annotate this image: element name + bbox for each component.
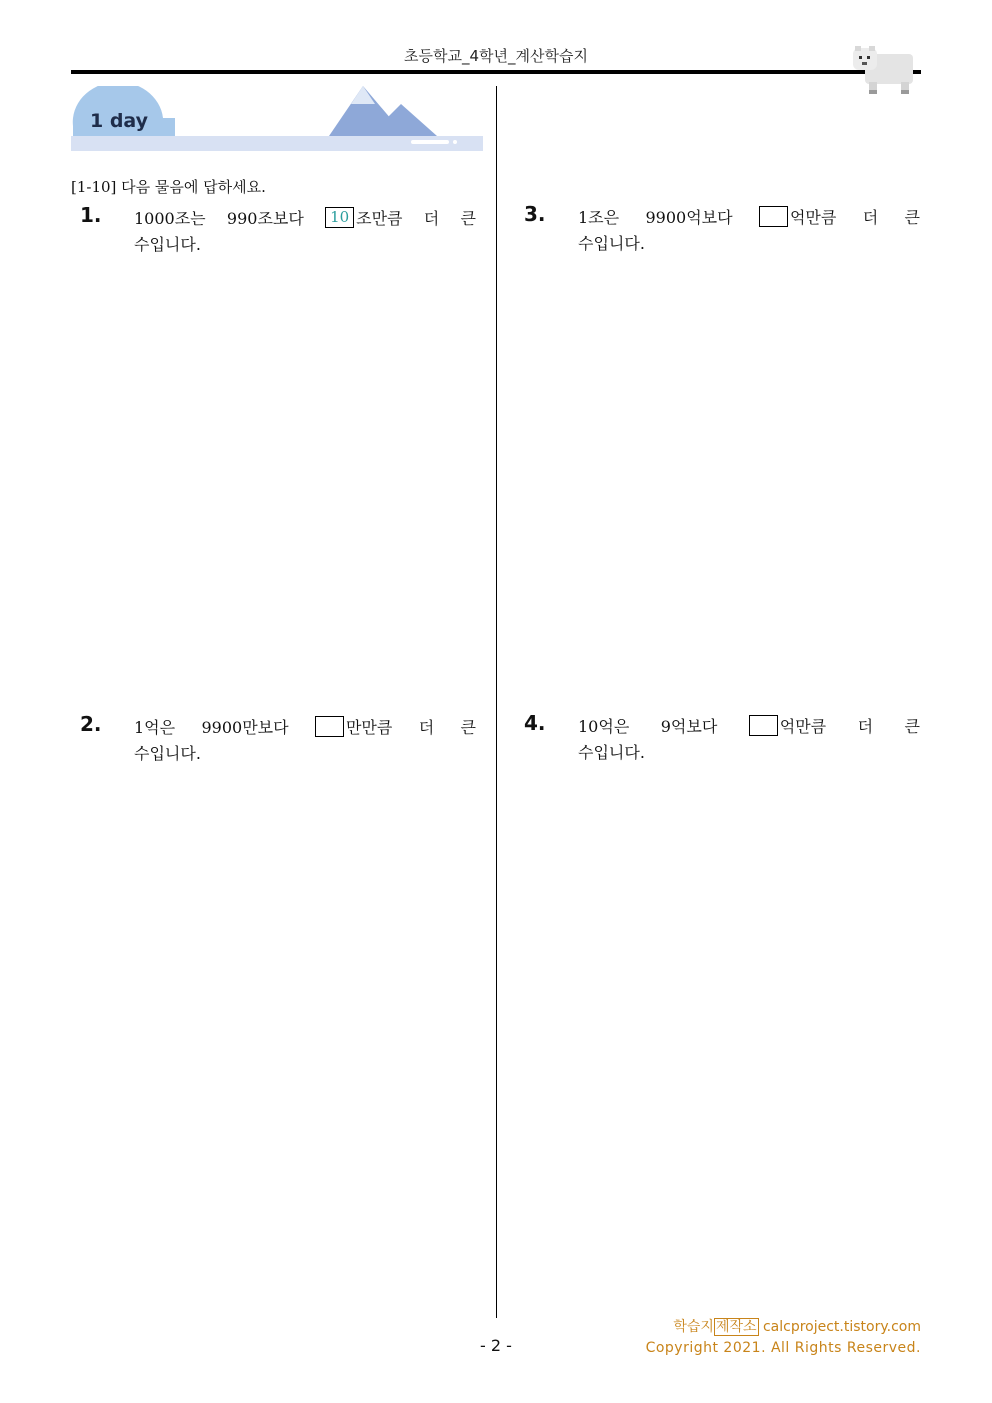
brand-text: 학습지: [673, 1319, 714, 1335]
question-1: [80, 203, 476, 255]
question-text: 10억은: [578, 716, 630, 736]
question-text: 9900만보다: [201, 717, 289, 737]
brand-box-text: 제작소: [715, 1319, 757, 1335]
question-text: 큰: [460, 208, 476, 228]
answer-box[interactable]: [315, 716, 344, 737]
question-number: 1.: [80, 203, 102, 227]
question-text: 큰: [904, 716, 920, 736]
question-text: 큰: [904, 207, 920, 227]
question-text: 9억보다: [660, 716, 718, 736]
question-text: 큰: [460, 717, 476, 737]
header-title: 초등학교_4학년_계산학습지: [404, 47, 588, 65]
answer-box[interactable]: [749, 715, 778, 736]
footer-url[interactable]: calcproject.tistory.com: [758, 1319, 921, 1335]
question-text: 990조보다: [226, 208, 304, 228]
question-text: 수입니다.: [134, 235, 201, 254]
instructions: [1-10] 다음 물음에 답하세요.: [71, 178, 266, 196]
question-number: 3.: [524, 202, 546, 226]
question-text: 1조은: [578, 207, 620, 227]
question-text: 수입니다.: [134, 744, 201, 763]
question-text: 더: [857, 716, 874, 736]
question-text: 더: [862, 207, 879, 227]
answer-box[interactable]: [759, 206, 788, 227]
page-number: - 2 -: [480, 1336, 512, 1355]
question-text: 1000조는: [134, 208, 206, 228]
question-text: 9900억보다: [645, 207, 733, 227]
question-number: 2.: [80, 712, 102, 736]
answer-box[interactable]: 10: [325, 207, 354, 228]
column-divider: [496, 86, 497, 1318]
polar-bear-icon: [851, 44, 917, 96]
question-3: [524, 202, 920, 254]
question-text: 수입니다.: [578, 743, 645, 762]
footer-brand: [673, 1316, 921, 1336]
question-text: 억만큼: [789, 207, 837, 227]
question-text: 수입니다.: [578, 234, 645, 253]
question-text: 만만큼: [345, 717, 393, 737]
question-text: 더: [423, 208, 440, 228]
footer-copyright: Copyright 2021. All Rights Reserved.: [645, 1340, 921, 1356]
day-label: 1 day: [90, 110, 149, 132]
header-rule: [71, 70, 921, 74]
question-number: 4.: [524, 711, 546, 735]
question-2: [80, 712, 476, 764]
question-4: [524, 711, 920, 763]
question-text: 조만큼: [356, 208, 403, 228]
question-text: 억만큼: [779, 716, 827, 736]
question-text: 더: [418, 717, 435, 737]
question-text: 1억은: [134, 717, 176, 737]
